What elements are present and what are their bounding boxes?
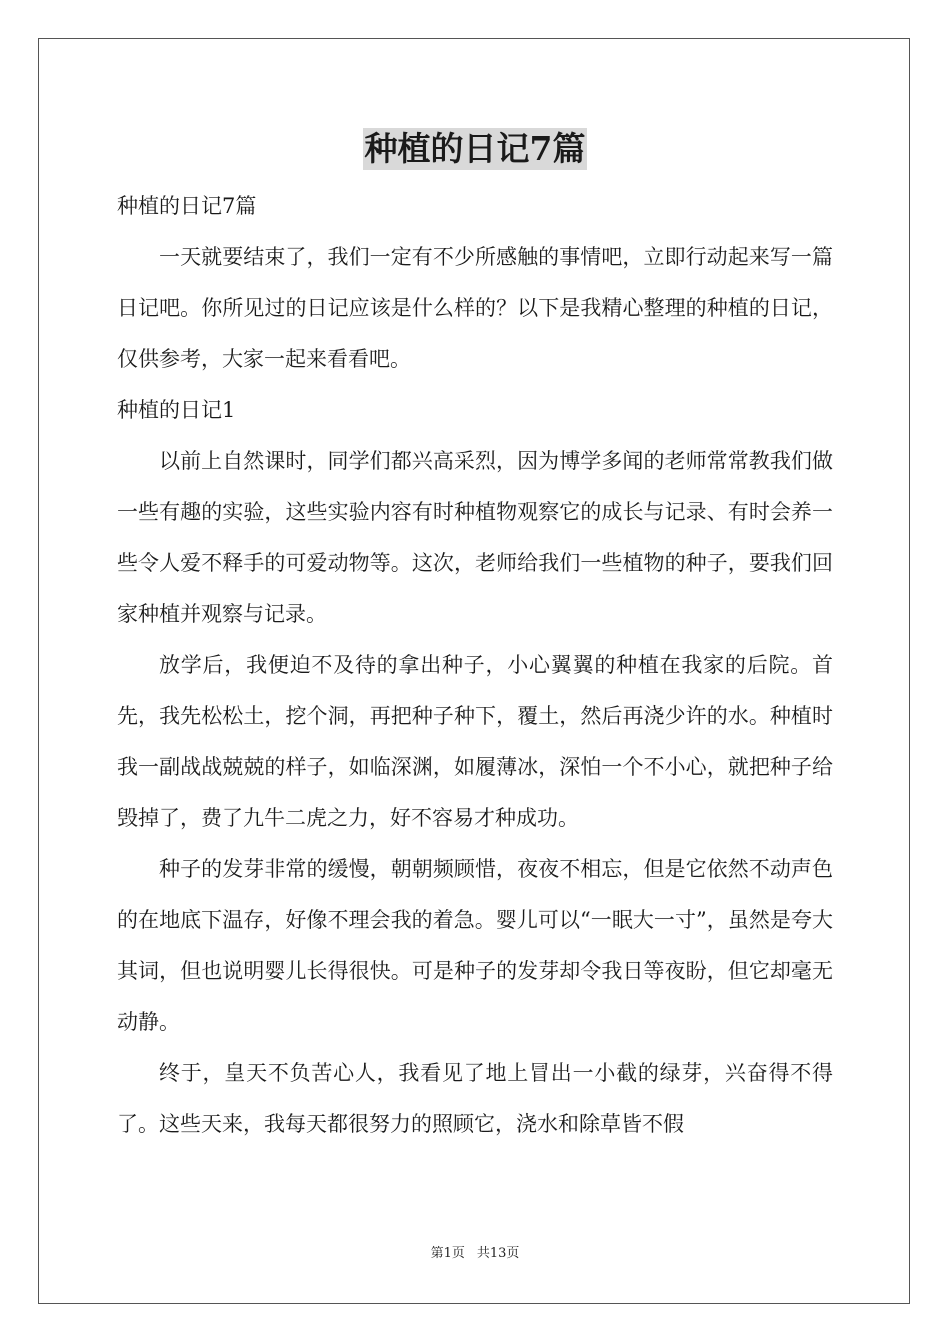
title-container bbox=[0, 128, 950, 170]
intro-paragraph: 一天就要结束了，我们一定有不少所感触的事情吧，立即行动起来写一篇日记吧。你所见过的日记应该是什么样的？以下是我精心整理的种植的日记，仅供参考，大家一起来看看吧。 bbox=[117, 245, 833, 371]
document-subtitle: 种植的日记7篇 bbox=[117, 194, 257, 218]
page-total: 共13页 bbox=[476, 1246, 520, 1261]
section-heading: 种植的日记1 bbox=[117, 398, 236, 422]
body-paragraph: 放学后，我便迫不及待的拿出种子，小心翼翼的种植在我家的后院。首先，我先松松土，挖个洞，再把种子种下，覆土，然后再浇少许的水。种植时我一副战战兢兢的样子，如临深渊，如履薄冰，深怕一个不小心，就把种子给毁掉了，费了九牛二虎之力，好不容易才种成功。 bbox=[117, 653, 833, 830]
document-title: 种植的日记7篇 bbox=[364, 129, 586, 168]
body-paragraph: 种子的发芽非常的缓慢，朝朝频顾惜，夜夜不相忘，但是它依然不动声色的在地底下温存，好像不理会我的着急。婴儿可以“一眠大一寸”，虽然是夸大其词，但也说明婴儿长得很快。可是种子的发芽却令我日等夜盼，但它却毫无动静。 bbox=[117, 857, 833, 1034]
body-paragraph: 以前上自然课时，同学们都兴高采烈，因为博学多闻的老师常常教我们做一些有趣的实验，这些实验内容有时种植物观察它的成长与记录、有时会养一些令人爱不释手的可爱动物等。这次，老师给我们一些植物的种子，要我们回家种植并观察与记录。 bbox=[117, 449, 833, 626]
document-body bbox=[117, 181, 833, 1150]
body-paragraph: 终于，皇天不负苦心人，我看见了地上冒出一小截的绿芽，兴奋得不得了。这些天来，我每天都很努力的照顾它，浇水和除草皆不假 bbox=[117, 1061, 833, 1136]
page-footer bbox=[0, 1245, 950, 1263]
page-number: 第1页 bbox=[430, 1246, 465, 1261]
